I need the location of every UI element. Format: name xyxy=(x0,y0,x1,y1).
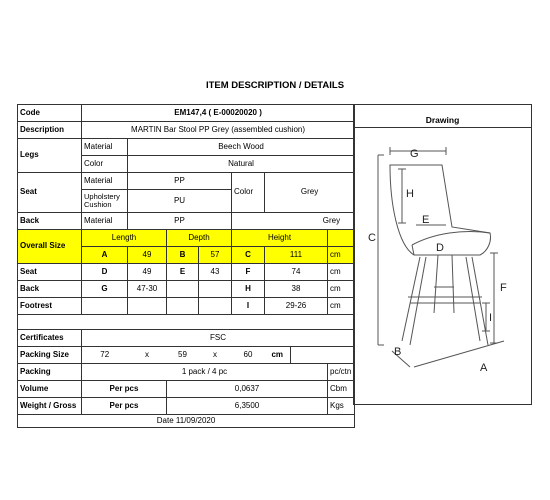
row-date xyxy=(18,415,355,428)
row-packing-size xyxy=(18,347,355,364)
drawing-label-c: C xyxy=(368,232,376,244)
overall-c-value: 111 xyxy=(265,247,328,264)
row-seat-material xyxy=(18,173,355,190)
seat-d-value: 49 xyxy=(128,264,167,281)
seat-color: Grey xyxy=(265,173,355,213)
label-volume: Volume xyxy=(18,381,82,398)
header-height: Height xyxy=(232,230,328,247)
row-spacer-1 xyxy=(18,315,355,330)
label-code: Code xyxy=(18,105,82,122)
footrest-unit: cm xyxy=(328,298,355,315)
overall-b-value: 57 xyxy=(199,247,232,264)
volume-per: Per pcs xyxy=(82,381,167,398)
legs-color-label: Color xyxy=(82,156,128,173)
row-overall-headers xyxy=(18,230,355,247)
back-material: PP xyxy=(128,213,232,230)
cushion-edge xyxy=(412,232,490,246)
label-legs: Legs xyxy=(18,139,82,173)
leg-front-right-inner xyxy=(472,257,488,345)
overall-a-value: 49 xyxy=(128,247,167,264)
header-depth: Depth xyxy=(167,230,232,247)
legs-material-label: Material xyxy=(82,139,128,156)
packing-x-1: x xyxy=(128,347,167,364)
drawing-panel xyxy=(353,104,532,405)
page-title: ITEM DESCRIPTION / DETAILS xyxy=(205,80,345,91)
packing-unit: cm xyxy=(265,347,291,364)
seat-e-letter: E xyxy=(167,264,199,281)
weight-unit: Kgs xyxy=(328,398,355,415)
drawing-label-f: F xyxy=(500,282,507,294)
row-legs-material xyxy=(18,139,355,156)
header-length: Length xyxy=(82,230,167,247)
row-code xyxy=(18,105,355,122)
back-h-letter: H xyxy=(232,281,265,298)
row-back-dims xyxy=(18,281,355,298)
value-weight: 6,3500 xyxy=(167,398,328,415)
back-h-value: 38 xyxy=(265,281,328,298)
packing-height: 60 xyxy=(232,347,265,364)
packing-x-2: x xyxy=(199,347,232,364)
label-seat: Seat xyxy=(18,173,82,213)
seat-f-value: 74 xyxy=(265,264,328,281)
leg-front-left-inner xyxy=(410,257,426,345)
drawing-label-e: E xyxy=(422,214,430,226)
footrest-i-value: 29-26 xyxy=(265,298,328,315)
leg-back-left xyxy=(434,255,438,313)
seat-color-label: Color xyxy=(232,173,265,213)
value-volume: 0,0637 xyxy=(167,381,328,398)
row-volume xyxy=(18,381,355,398)
label-packing-size: Packing Size xyxy=(18,347,82,364)
row-back xyxy=(18,213,355,230)
label-back: Back xyxy=(18,213,82,230)
footrest-i-letter: I xyxy=(232,298,265,315)
drawing-title: Drawing xyxy=(425,115,460,125)
row-seat-dims xyxy=(18,264,355,281)
value-certificates: FSC xyxy=(82,330,355,347)
label-back-dims: Back xyxy=(18,281,82,298)
row-packing xyxy=(18,364,355,381)
volume-unit: Cbm xyxy=(328,381,355,398)
label-seat-dims: Seat xyxy=(18,264,82,281)
drawing-label-g: G xyxy=(410,148,419,160)
drawing-label-h: H xyxy=(406,188,414,200)
packing-length: 72 xyxy=(82,347,128,364)
value-date: Date 11/09/2020 xyxy=(18,415,355,428)
drawing-label-d: D xyxy=(436,242,444,254)
leg-front-left xyxy=(402,257,420,341)
label-footrest: Footrest xyxy=(18,298,82,315)
seat-material: PP xyxy=(128,173,232,190)
drawing-label-b: B xyxy=(394,346,402,358)
value-description: MARTIN Bar Stool PP Grey (assembled cushion) xyxy=(82,122,355,139)
back-g-letter: G xyxy=(82,281,128,298)
seat-upholstery: PU xyxy=(128,190,232,213)
value-packing: 1 pack / 4 pc xyxy=(82,364,328,381)
label-packing: Packing xyxy=(18,364,82,381)
value-code: EM147,4 ( E-00020020 ) xyxy=(82,105,355,122)
stool-drawing xyxy=(354,105,533,406)
spec-table xyxy=(17,104,355,428)
row-certificates xyxy=(18,330,355,347)
seat-d-letter: D xyxy=(82,264,128,281)
packing-width: 59 xyxy=(167,347,199,364)
label-description: Description xyxy=(18,122,82,139)
label-certificates: Certificates xyxy=(18,330,82,347)
leg-front-right xyxy=(466,257,480,341)
label-weight: Weight / Gross xyxy=(18,398,82,415)
overall-c-letter: C xyxy=(232,247,265,264)
legs-material: Beech Wood xyxy=(128,139,355,156)
row-description xyxy=(18,122,355,139)
seat-material-label: Material xyxy=(82,173,128,190)
overall-unit: cm xyxy=(328,247,355,264)
seat-e-value: 43 xyxy=(199,264,232,281)
back-color: Grey xyxy=(232,213,355,230)
back-dims-unit: cm xyxy=(328,281,355,298)
legs-color: Natural xyxy=(128,156,355,173)
dim-a xyxy=(414,341,504,367)
leg-back-right xyxy=(452,255,454,313)
back-material-label: Material xyxy=(82,213,128,230)
weight-per: Per pcs xyxy=(82,398,167,415)
back-g-value: 47-30 xyxy=(128,281,167,298)
overall-a-letter: A xyxy=(82,247,128,264)
seat-f-letter: F xyxy=(232,264,265,281)
overall-b-letter: B xyxy=(167,247,199,264)
label-overall-size: Overall Size xyxy=(18,230,82,264)
drawing-label-i: I xyxy=(489,312,493,324)
row-footrest xyxy=(18,298,355,315)
seat-dims-unit: cm xyxy=(328,264,355,281)
packing-unit-pcs: pc/ctn xyxy=(328,364,355,381)
row-weight xyxy=(18,398,355,415)
drawing-label-a: A xyxy=(480,362,488,374)
seat-upholstery-label: Upholstery Cushion xyxy=(82,190,128,213)
